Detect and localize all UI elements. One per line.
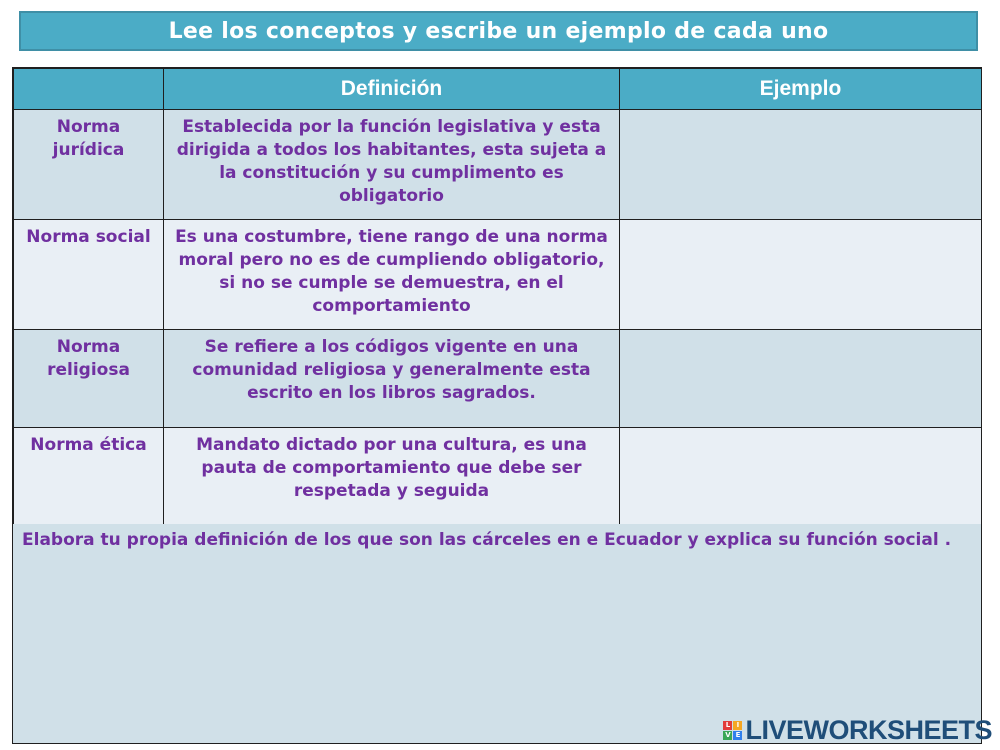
example-answer-field[interactable] <box>620 220 982 330</box>
definition-cell: Es una costumbre, tiene rango de una norma moral pero no es de cumpliendo obligatorio, si no se cumple se demuestra, en el comportamiento <box>164 220 620 330</box>
logo-square-v: V <box>725 731 731 739</box>
term-cell: Norma religiosa <box>14 330 164 428</box>
logo-square-l: L <box>723 721 732 730</box>
concepts-table <box>13 68 982 526</box>
liveworksheets-logo <box>723 715 992 746</box>
table-header-row <box>14 69 982 110</box>
example-answer-field[interactable] <box>620 110 982 220</box>
header-example: Ejemplo <box>620 69 982 110</box>
definition-cell: Establecida por la función legislativa y esta dirigida a todos los habitantes, esta sujeta a la constitución y su cumplimento es obligatorio <box>164 110 620 220</box>
table-row <box>14 428 982 526</box>
worksheet-title: Lee los conceptos y escribe un ejemplo de cada uno <box>19 11 978 51</box>
task-prompt: Elabora tu propia definición de los que son las cárceles en e Ecuador y explica su función social . <box>22 530 952 550</box>
term-cell: Norma ética <box>14 428 164 526</box>
header-term <box>14 69 164 110</box>
table-row <box>14 330 982 428</box>
term-cell: Norma social <box>14 220 164 330</box>
liveworksheets-logo-icon <box>723 721 742 740</box>
liveworksheets-wordmark: LIVEWORKSHEETS <box>745 715 992 745</box>
example-answer-field[interactable] <box>620 330 982 428</box>
header-definition: Definición <box>164 69 620 110</box>
definition-cell: Se refiere a los códigos vigente en una comunidad religiosa y generalmente esta escrito en los libros sagrados. <box>164 330 620 428</box>
term-cell: Norma jurídica <box>14 110 164 220</box>
logo-square-i: I <box>733 721 742 730</box>
table-row <box>14 220 982 330</box>
task-answer-area[interactable] <box>13 524 981 743</box>
logo-square-e: E <box>733 731 742 740</box>
example-answer-field[interactable] <box>620 428 982 526</box>
definition-cell: Mandato dictado por una cultura, es una pauta de comportamiento que debe ser respetada y seguida <box>164 428 620 526</box>
worksheet-sheet <box>12 67 982 744</box>
table-row <box>14 110 982 220</box>
